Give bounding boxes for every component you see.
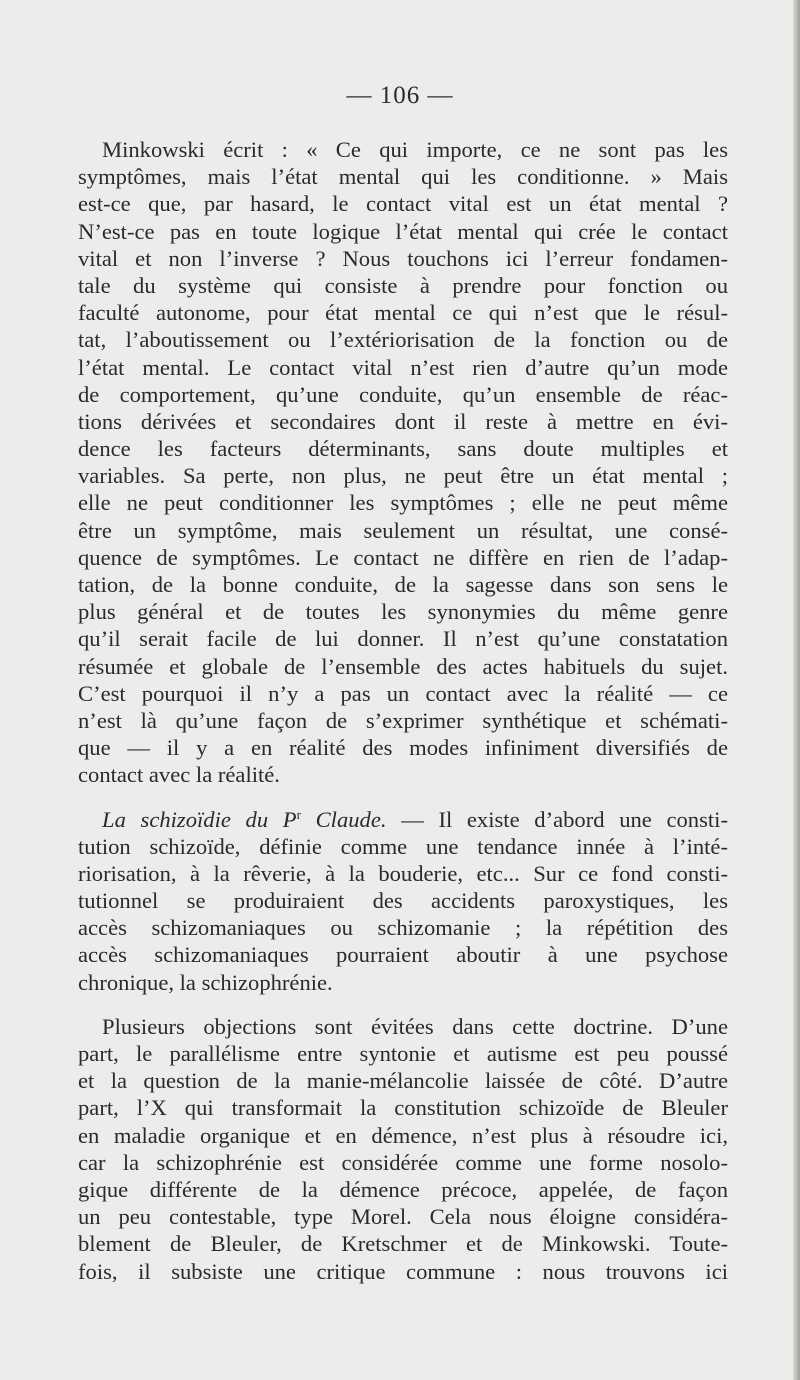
page-edge <box>793 0 800 1380</box>
text-line: variables. Sa perte, non plus, ne peut être un état mental ; <box>78 463 728 489</box>
text-line: tutionnel se produiraient des accidents paroxystiques, les <box>78 888 728 914</box>
text-line: Plusieurs objections sont évitées dans cette doctrine. D’une <box>102 1013 728 1039</box>
section-heading-italic: La schizoïdie du P <box>102 806 297 832</box>
text-line: vital et non l’inverse ? Nous touchons ici l’erreur fondamen- <box>78 245 728 271</box>
paragraph-3 <box>78 1013 728 1285</box>
text-line: est-ce que, par hasard, le contact vital est un état mental ? <box>78 191 728 217</box>
text-line: gique différente de la démence précoce, appelée, de façon <box>78 1176 728 1202</box>
first-line-rest: — Il existe d’abord une consti- <box>386 806 728 832</box>
body-text <box>78 136 728 1285</box>
text-line: être un symptôme, mais seulement un résultat, une consé- <box>78 517 728 543</box>
text-line: en maladie organique et en démence, n’est plus à résoudre ici, <box>78 1122 728 1148</box>
text-line: dence les facteurs déterminants, sans doute multiples et <box>78 436 728 462</box>
text-line: tale du système qui consiste à prendre pour fonction ou <box>78 272 728 298</box>
text-line: symptômes, mais l’état mental qui les conditionne. » Mais <box>78 164 728 190</box>
text-line: plus général et de toutes les synonymies du même genre <box>78 599 728 625</box>
text-line: contact avec la réalité. <box>78 762 280 788</box>
text-line: un peu contestable, type Morel. Cela nous éloigne considéra- <box>78 1204 728 1230</box>
text-line: part, le parallélisme entre syntonie et autisme est peu poussé <box>78 1041 728 1066</box>
text-line: blement de Bleuler, de Kretschmer et de Minkowski. Toute- <box>78 1231 728 1257</box>
text-line: N’est-ce pas en toute logique l’état mental qui crée le contact <box>78 218 728 244</box>
text-line: quence de symptômes. Le contact ne diffère en rien de l’adap- <box>78 544 728 570</box>
section-heading-italic-end: Claude. <box>300 806 387 832</box>
text-line: accès schizomaniaques ou schizomanie ; la répétition des <box>78 915 728 941</box>
text-line: Minkowski écrit : « Ce qui importe, ce ne sont pas les <box>102 137 728 162</box>
section-heading-line <box>78 806 728 833</box>
text-line: n’est là qu’une façon de s’exprimer synthétique et schémati- <box>78 707 728 733</box>
paragraph-2 <box>78 806 728 996</box>
text-line: l’état mental. Le contact vital n’est rien d’autre qu’un mode <box>78 354 728 380</box>
text-line: fois, il subsiste une critique commune : nous trouvons ici <box>78 1258 728 1284</box>
text-line: que — il y a en réalité des modes infiniment diversifiés de <box>78 735 728 761</box>
text-line: résumée et globale de l’ensemble des actes habituels du sujet. <box>78 653 728 679</box>
text-line: faculté autonome, pour état mental ce qui n’est que le résul- <box>78 300 728 326</box>
text-line: tat, l’aboutissement ou l’extériorisation de la fonction ou de <box>78 327 728 353</box>
paragraph-1 <box>78 136 728 789</box>
page-number: — 106 — <box>346 82 454 109</box>
text-line: qu’il serait facile de lui donner. Il n’est qu’une constatation <box>78 626 728 652</box>
text-line: C’est pourquoi il n’y a pas un contact avec la réalité — ce <box>78 680 728 706</box>
text-line: de comportement, qu’une conduite, qu’un ensemble de réac- <box>78 381 728 407</box>
text-line: elle ne peut conditionner les symptômes ; elle ne peut même <box>78 490 728 516</box>
text-line: chronique, la schizophrénie. <box>78 969 333 995</box>
text-line: tions dérivées et secondaires dont il reste à mettre en évi- <box>78 408 728 434</box>
text-line: tation, de la bonne conduite, de la sagesse dans son sens le <box>78 572 728 597</box>
text-line: car la schizophrénie est considérée comme une forme nosolo- <box>78 1149 728 1175</box>
text-line: part, l’X qui transformait la constitution schizoïde de Bleuler <box>78 1095 728 1121</box>
text-line: tution schizoïde, définie comme une tendance innée à l’inté- <box>78 833 728 859</box>
section-heading-superscript: r <box>296 806 301 822</box>
text-line: riorisation, à la rêverie, à la bouderie, etc... Sur ce fond consti- <box>78 860 728 886</box>
text-line: et la question de la manie-mélancolie laissée de côté. D’autre <box>78 1068 728 1094</box>
text-line: accès schizomaniaques pourraient aboutir à une psychose <box>78 942 728 968</box>
